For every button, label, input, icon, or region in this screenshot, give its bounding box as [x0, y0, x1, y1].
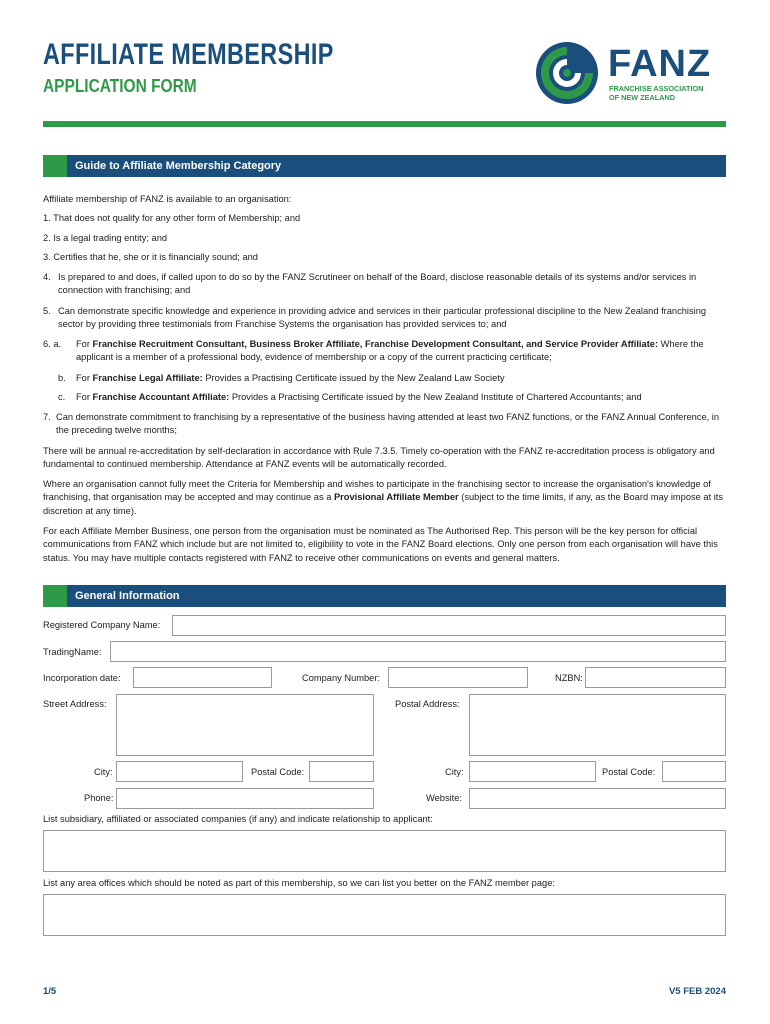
logo-subtitle [609, 85, 703, 102]
guide-item-5-number: 5. [43, 306, 51, 316]
guide-item-1: 1. That does not qualify for any other form of Membership; and [43, 213, 301, 223]
form-subtitle: APPLICATION FORM [43, 76, 197, 96]
version-label: V5 FEB 2024 [668, 986, 726, 997]
guide-para-authorised-rep: For each Affiliate Member Business, one person from the organisation must be nominated as The Authorised Rep. This person will be the key person for official communications from FANZ which include but are not limited to, eligibility to vote in the FANZ Board elections. Only one person from each organisation will have this status. You may have multiple contacts registered with FANZ to receive other communications on events and general matters. [43, 526, 718, 563]
street-city-field[interactable] [116, 761, 243, 782]
postal-address-label: Postal Address: [395, 699, 460, 709]
guide-item-6c-number: c. [58, 392, 66, 402]
guide-item-7: Can demonstrate commitment to franchising by a representative of the business having attended at least two FANZ functions, or the FANZ Annual Conference, in the preceding twelve months; [56, 412, 720, 436]
subsidiaries-label: List subsidiary, affiliated or associated companies (if any) and indicate relationship to applicant: [43, 814, 433, 824]
guide-intro: Affiliate membership of FANZ is available to an organisation: [43, 194, 292, 204]
guide-heading: Guide to Affiliate Membership Category [75, 160, 282, 172]
street-city-label: City: [94, 767, 113, 777]
guide-item-6c: For Franchise Accountant Affiliate: Provides a Practising Certificate issued by the New Zealand Institute of Chartered Accountants; and [76, 392, 642, 402]
guide-para-reaccreditation: There will be annual re-accreditation by self-declaration in accordance with Rule 7.3.5. Timely co-operation with the FANZ re-accreditation process is obligatory and fundamental to continued membership. Attendance at FANZ events will be automatically recorded. [43, 446, 715, 470]
general-heading: General Information [75, 590, 180, 602]
guide-item-6b: For Franchise Legal Affiliate: Provides a Practising Certificate issued by the New Zealand Law Society [76, 373, 505, 383]
form-title: AFFILIATE MEMBERSHIP [43, 38, 334, 71]
incorporation-date-label: Incorporation date: [43, 673, 121, 683]
guide-item-6b-number: b. [58, 373, 66, 383]
logo-wordmark: FANZ [608, 43, 712, 85]
postal-postal-code-field[interactable] [662, 761, 726, 782]
guide-item-3: 3. Certifies that he, she or it is financially sound; and [43, 252, 258, 262]
guide-item-4-number: 4. [43, 272, 51, 282]
guide-item-5: Can demonstrate specific knowledge and experience in providing advice and services in their particular professional discipline to the New Zealand franchising sector by providing three testimonials from Franchise Systems the organisation has provided services to; and [58, 306, 707, 330]
street-address-label: Street Address: [43, 699, 107, 709]
guide-item-2: 2. Is a legal trading entity; and [43, 233, 168, 243]
guide-item-6a-number: 6. a. [43, 339, 62, 349]
header-divider [43, 121, 726, 127]
logo-subtitle-line-2: OF NEW ZEALAND [609, 92, 676, 102]
page-number: 1/5 [43, 986, 57, 997]
guide-para-provisional: Where an organisation cannot fully meet the Criteria for Membership and wishes to participate in the franchising sector to increase the organisation's knowledge of franchising, that organisation may be accepted and may continue as a Provisional Affiliate Member (subject to the time limits, if any, as the Board may impose at its discretion at any time). [43, 479, 724, 516]
company-number-label: Company Number: [302, 673, 381, 683]
trading-name-label: TradingName: [43, 647, 102, 657]
guide-item-4: Is prepared to and does, if called upon to do so by the FANZ Scrutineer on behalf of the Board, disclose reasonable details of its systems and/or services in connection with franchising; and [58, 272, 697, 296]
trading-name-field[interactable] [110, 641, 726, 662]
postal-city-field[interactable] [469, 761, 596, 782]
postal-postal-code-label: Postal Code: [602, 767, 656, 777]
area-offices-label: List any area offices which should be noted as part of this membership, so we can list you better on the FANZ member page: [43, 878, 555, 888]
registered-name-field[interactable] [172, 615, 726, 636]
nzbn-field[interactable] [585, 667, 726, 688]
street-postal-code-label: Postal Code: [251, 767, 305, 777]
phone-field[interactable] [116, 788, 374, 809]
general-section-header [43, 585, 726, 607]
website-field[interactable] [469, 788, 726, 809]
nzbn-label: NZBN: [555, 673, 583, 683]
guide-section-header [43, 155, 726, 177]
area-offices-field[interactable] [43, 894, 726, 936]
fanz-logo-icon [535, 41, 599, 105]
subsidiaries-field[interactable] [43, 830, 726, 872]
phone-label: Phone: [84, 793, 114, 803]
guide-item-7-number: 7. [43, 412, 51, 422]
street-address-field[interactable] [116, 694, 374, 756]
guide-item-6a: For Franchise Recruitment Consultant, Business Broker Affiliate, Franchise Development Consultant, and Service Provider Affiliate: Where the applicant is a member of a professional body, evidence of membership or a copy of the current practicing certificate; [76, 339, 704, 363]
registered-name-label: Registered Company Name: [43, 620, 161, 630]
incorporation-date-field[interactable] [133, 667, 272, 688]
website-label: Website: [426, 793, 462, 803]
company-number-field[interactable] [388, 667, 528, 688]
postal-city-label: City: [445, 767, 464, 777]
logo-subtitle-line-1: FRANCHISE ASSOCIATION [609, 84, 704, 93]
street-postal-code-field[interactable] [309, 761, 374, 782]
postal-address-field[interactable] [469, 694, 726, 756]
